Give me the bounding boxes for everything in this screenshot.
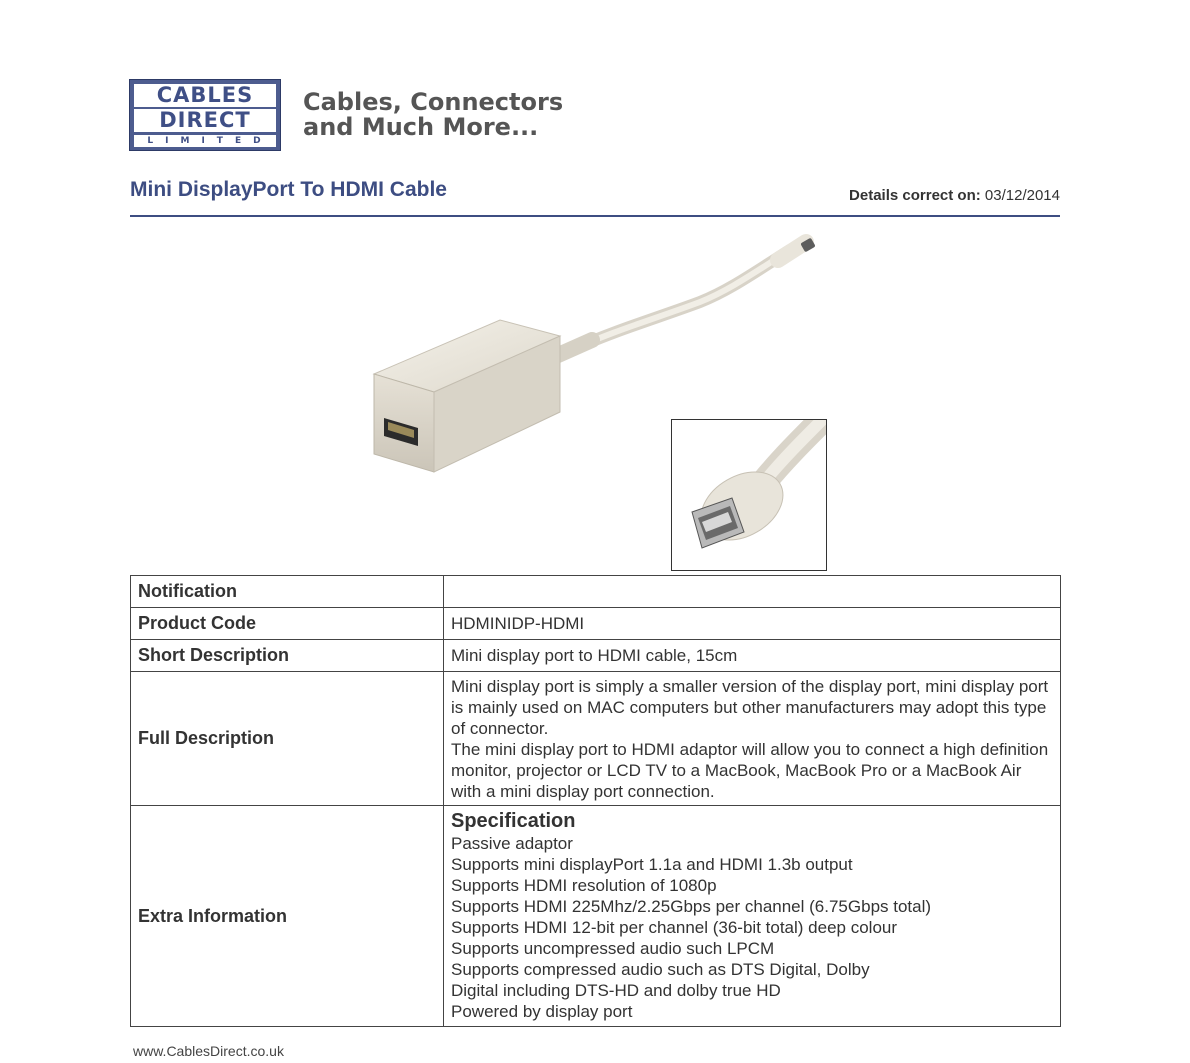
list-item: Supports uncompressed audio such LPCM: [451, 939, 775, 958]
row-label: Short Description: [131, 640, 444, 672]
table-row-extra-information: [131, 806, 1061, 1027]
list-item: Supports compressed audio such as DTS Digital, Dolby: [451, 960, 870, 979]
row-label: Notification: [131, 576, 444, 608]
logo-text-cables: CABLES: [134, 84, 276, 107]
tagline-line-1: Cables, Connectors: [303, 88, 564, 116]
product-details-table: [130, 575, 1061, 1027]
list-item: Powered by display port: [451, 1002, 633, 1021]
row-label: Full Description: [131, 672, 444, 806]
row-value: HDMINIDP-HDMI: [444, 608, 1061, 640]
list-item: Digital including DTS-HD and dolby true HD: [451, 981, 781, 1000]
row-value: [444, 672, 1061, 806]
row-label: Product Code: [131, 608, 444, 640]
specification-list: [451, 833, 1053, 1022]
table-row-notification: [131, 576, 1061, 608]
date-value: 03/12/2014: [984, 187, 1060, 204]
list-item: Supports HDMI 12-bit per channel (36-bit total) deep colour: [451, 918, 898, 937]
row-value: [444, 576, 1061, 608]
company-logo: [129, 79, 281, 151]
table-row-product-code: [131, 608, 1061, 640]
connector-closeup-illustration: [672, 420, 826, 570]
row-label: Extra Information: [131, 806, 444, 1027]
specification-heading: Specification: [451, 810, 576, 832]
footer-url: www.CablesDirect.co.uk: [133, 1043, 284, 1059]
description-paragraph: Mini display port is simply a smaller version of the display port, mini display port is mainly used on MAC computers but other manufacturers may adopt this type of connector.: [451, 676, 1049, 738]
details-date: [849, 187, 1060, 204]
title-divider: [130, 215, 1060, 217]
table-row-full-description: [131, 672, 1061, 806]
page-title: Mini DisplayPort To HDMI Cable: [130, 178, 447, 201]
list-item: Supports HDMI 225Mhz/2.25Gbps per channel (6.75Gbps total): [451, 897, 932, 916]
logo-text-limited: LIMITED: [134, 135, 276, 147]
table-row-short-description: [131, 640, 1061, 672]
connector-closeup-image: [671, 419, 827, 571]
date-label: Details correct on:: [849, 187, 981, 204]
row-value: [444, 806, 1061, 1027]
company-tagline: [303, 90, 603, 140]
tagline-line-2: and Much More...: [303, 113, 539, 141]
description-paragraph: The mini display port to HDMI adaptor will allow you to connect a high definition monitor, projector or LCD TV to a MacBook, MacBook Pro or a MacBook Air with a mini display port connection.: [451, 739, 1049, 801]
list-item: Passive adaptor: [451, 834, 573, 853]
row-value: Mini display port to HDMI cable, 15cm: [444, 640, 1061, 672]
list-item: Supports mini displayPort 1.1a and HDMI 1.3b output: [451, 855, 853, 874]
logo-text-direct: DIRECT: [134, 109, 276, 132]
list-item: Supports HDMI resolution of 1080p: [451, 876, 717, 895]
